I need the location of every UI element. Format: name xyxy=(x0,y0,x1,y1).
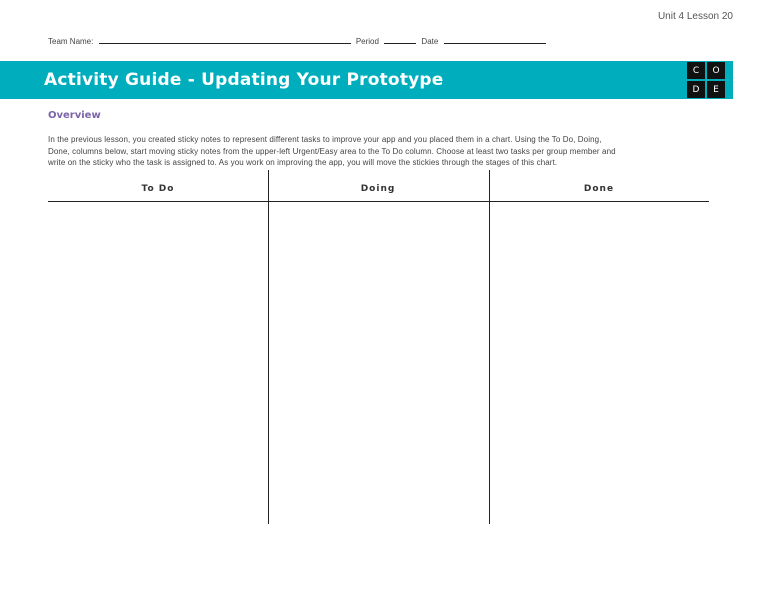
team-info-line xyxy=(48,35,549,46)
overview-line: Done, columns below, start moving sticky notes from the upper-left Urgent/Easy area to the To Do column. Choose at least two tasks per group member and xyxy=(48,146,616,156)
overview-line: write on the sticky who the task is assigned to. As you work on improving the app, you will move the stickies through the stages of this chart. xyxy=(48,158,558,167)
overview-text xyxy=(48,134,724,169)
unit-lesson-label: Unit 4 Lesson 20 xyxy=(657,11,733,22)
logo-letter: D xyxy=(687,81,705,98)
code-logo xyxy=(687,62,725,98)
overview-line: In the previous lesson, you created sticky notes to represent different tasks to improve your app and you placed them in a chart. Using the To Do, Doing, xyxy=(48,135,602,144)
header-divider xyxy=(48,201,709,202)
column-header-done: Done xyxy=(583,184,615,194)
column-divider xyxy=(268,170,269,524)
column-divider xyxy=(489,170,490,524)
period-field[interactable] xyxy=(384,35,416,44)
column-header-to-do: To Do xyxy=(141,184,175,194)
column-header-doing: Doing xyxy=(360,184,396,194)
overview-heading: Overview xyxy=(48,110,101,121)
period-label: Period xyxy=(355,37,379,46)
team-name-field[interactable] xyxy=(99,35,351,44)
date-field[interactable] xyxy=(444,35,546,44)
logo-letter: C xyxy=(687,62,705,79)
page-title: Activity Guide - Updating Your Prototype xyxy=(44,70,444,90)
date-label: Date xyxy=(421,37,439,46)
team-name-label: Team Name: xyxy=(48,37,94,46)
kanban-chart xyxy=(48,170,709,524)
logo-letter: O xyxy=(707,62,725,79)
title-banner xyxy=(0,61,733,99)
logo-letter: E xyxy=(707,81,725,98)
